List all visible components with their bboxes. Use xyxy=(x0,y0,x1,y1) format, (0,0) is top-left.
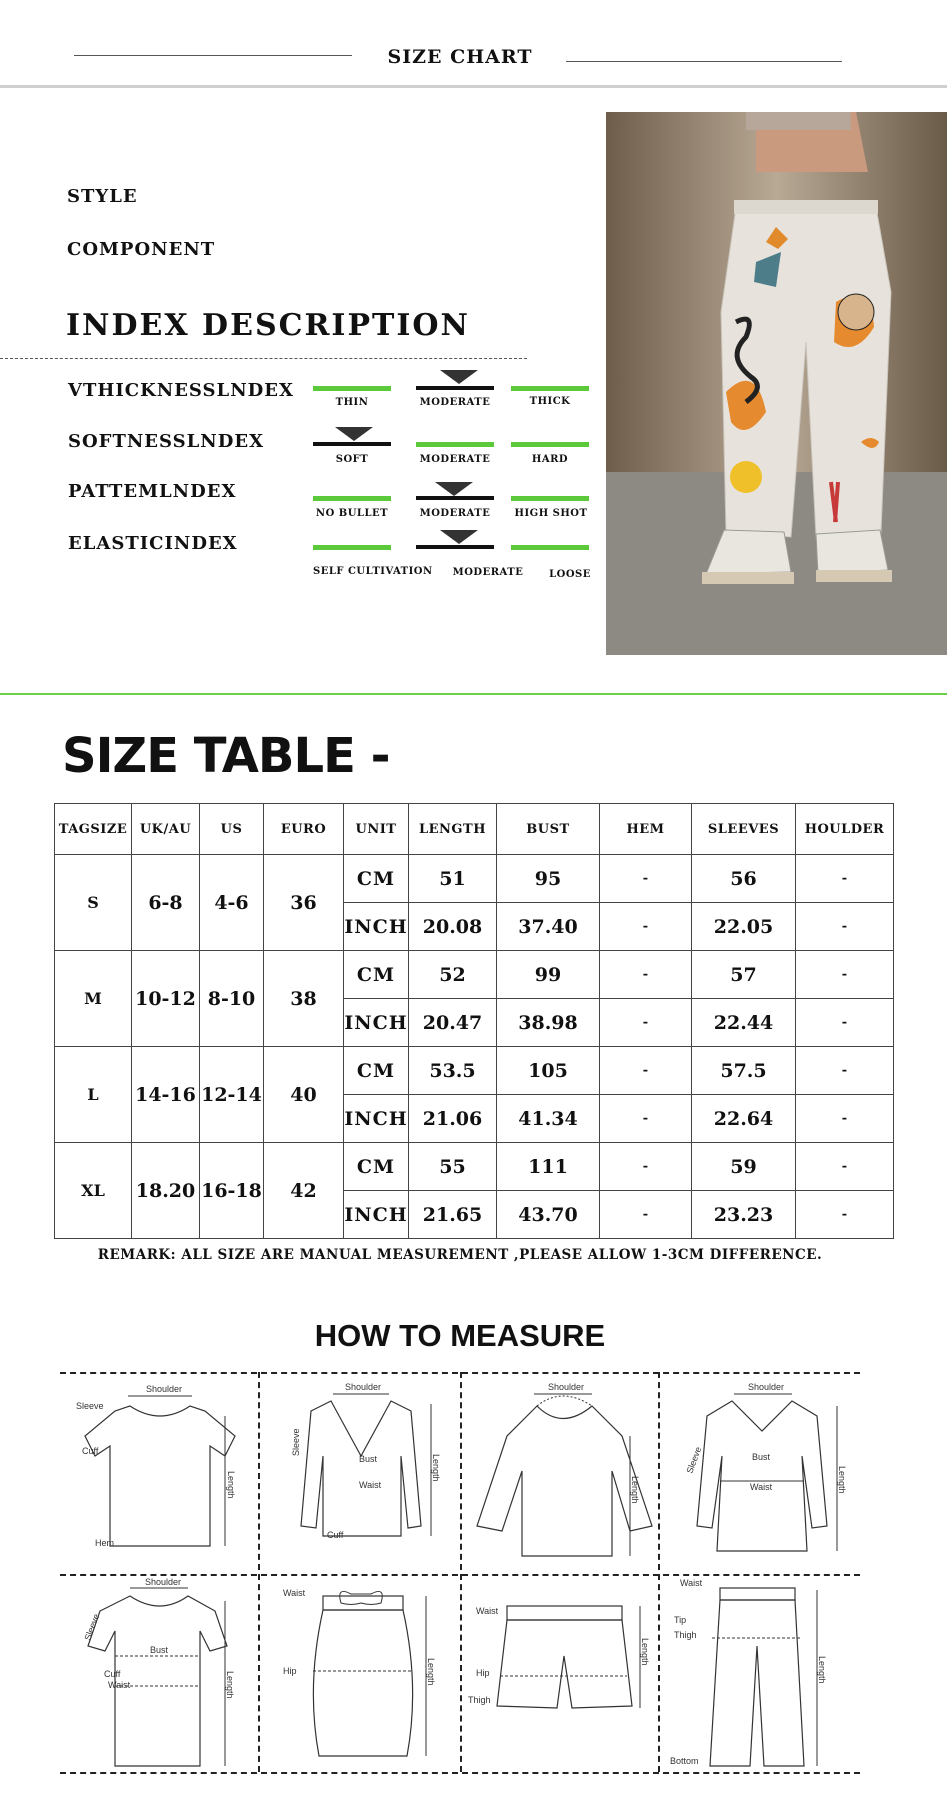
shoulder-label: Shoulder xyxy=(345,1382,382,1392)
length-label: Length xyxy=(640,1638,650,1666)
length-cell: 55 xyxy=(409,1143,497,1191)
trench-coat-diagram xyxy=(662,1376,860,1574)
bust-cell: 105 xyxy=(497,1047,600,1095)
length-label: Length xyxy=(817,1656,827,1684)
sleeves-cell: 23.23 xyxy=(692,1191,796,1239)
pants-diagram xyxy=(662,1576,860,1774)
hem-label: Hem xyxy=(95,1538,115,1548)
header-line-right xyxy=(566,61,842,62)
waist-label: Waist xyxy=(359,1480,382,1490)
component-label: COMPONENT xyxy=(67,239,216,260)
header-euro: EURO xyxy=(264,804,344,855)
hip-label: Hip xyxy=(283,1666,297,1676)
elastic-indicator-icon xyxy=(440,530,478,544)
thickness-option-thick: THICK xyxy=(529,396,571,407)
size-cell: M xyxy=(55,951,132,1047)
bust-label: Bust xyxy=(359,1454,378,1464)
header-bust: BUST xyxy=(497,804,600,855)
header-hem: HEM xyxy=(600,804,692,855)
length-label: Length xyxy=(225,1671,235,1699)
unit-cell: CM xyxy=(344,951,409,999)
thigh-label: Thigh xyxy=(674,1630,697,1640)
unit-cell: INCH xyxy=(344,903,409,951)
thickness-index-label: VTHICKNESSLNDEX xyxy=(68,380,294,401)
shoulder-label: Shoulder xyxy=(145,1577,182,1587)
sleeve-label: Sleeve xyxy=(291,1428,301,1456)
shoulder-label: Shoulder xyxy=(548,1382,585,1392)
shoulder-cell: - xyxy=(796,903,894,951)
style-label: STYLE xyxy=(67,186,138,207)
measurement-remark: REMARK: ALL SIZE ARE MANUAL MEASUREMENT ,PLEASE ALLOW 1-3CM DIFFERENCE. xyxy=(97,1247,823,1263)
size-cell: S xyxy=(55,855,132,951)
header-us: US xyxy=(200,804,264,855)
unit-cell: INCH xyxy=(344,1095,409,1143)
index-divider xyxy=(0,358,527,359)
softness-option-hard: HARD xyxy=(531,454,569,465)
cuff-label: Cuff xyxy=(104,1669,121,1679)
waist-label: Waist xyxy=(750,1482,773,1492)
hem-cell: - xyxy=(600,1047,692,1095)
elastic-option-moderate: MODERATE xyxy=(452,567,524,578)
softness-soft-bar xyxy=(313,442,391,446)
thickness-option-thin: THIN xyxy=(335,397,369,408)
shoulder-cell: - xyxy=(796,1143,894,1191)
us-cell: 4-6 xyxy=(200,855,264,951)
table-header-row xyxy=(55,804,894,855)
length-cell: 53.5 xyxy=(409,1047,497,1095)
length-label: Length xyxy=(630,1476,640,1504)
size-table xyxy=(54,803,894,1239)
sleeve-label: Sleeve xyxy=(82,1612,102,1642)
thigh-label: Thigh xyxy=(468,1695,491,1705)
hem-cell: - xyxy=(600,951,692,999)
blazer-diagram xyxy=(261,1376,459,1574)
header-unit: UNIT xyxy=(344,804,409,855)
hem-cell: - xyxy=(600,1095,692,1143)
length-cell: 52 xyxy=(409,951,497,999)
shoulder-cell: - xyxy=(796,1191,894,1239)
coat-diagram xyxy=(462,1376,660,1574)
header-sleeves: SLEEVES xyxy=(692,804,796,855)
thickness-moderate-bar xyxy=(416,386,494,390)
softness-indicator-icon xyxy=(335,427,373,441)
length-label: Length xyxy=(431,1454,441,1482)
sleeves-cell: 57 xyxy=(692,951,796,999)
softness-option-soft: SOFT xyxy=(335,454,369,465)
elastic-loose-bar xyxy=(511,545,589,550)
euro-cell: 38 xyxy=(264,951,344,1047)
length-cell: 51 xyxy=(409,855,497,903)
us-cell: 8-10 xyxy=(200,951,264,1047)
thickness-indicator-icon xyxy=(440,370,478,384)
size-table-title: SIZE TABLE - xyxy=(62,728,390,784)
shoulder-cell: - xyxy=(796,1047,894,1095)
length-cell: 20.08 xyxy=(409,903,497,951)
shoulder-cell: - xyxy=(796,951,894,999)
unit-cell: INCH xyxy=(344,1191,409,1239)
cuff-label: Cuff xyxy=(82,1446,99,1456)
us-cell: 16-18 xyxy=(200,1143,264,1239)
bottom-label: Bottom xyxy=(670,1756,699,1766)
product-photo-illustration xyxy=(606,112,947,655)
tshirt-diagram xyxy=(60,1376,258,1574)
elastic-index-label: ELASTICINDEX xyxy=(68,533,238,554)
dress-diagram xyxy=(60,1576,258,1774)
softness-moderate-bar xyxy=(416,442,494,447)
thickness-thin-bar xyxy=(313,386,391,391)
sleeve-label: Sleeve xyxy=(76,1401,104,1411)
uk-cell: 10-12 xyxy=(132,951,200,1047)
length-label: Length xyxy=(226,1471,236,1499)
shoulder-label: Shoulder xyxy=(146,1384,183,1394)
bust-cell: 41.34 xyxy=(497,1095,600,1143)
unit-cell: CM xyxy=(344,1143,409,1191)
table-row xyxy=(55,855,894,903)
uk-cell: 6-8 xyxy=(132,855,200,951)
sleeves-cell: 57.5 xyxy=(692,1047,796,1095)
thickness-thick-bar xyxy=(511,386,589,391)
product-photo xyxy=(606,112,947,655)
sleeve-label: Sleeve xyxy=(684,1445,704,1475)
bust-cell: 37.40 xyxy=(497,903,600,951)
uk-cell: 14-16 xyxy=(132,1047,200,1143)
bust-cell: 99 xyxy=(497,951,600,999)
euro-cell: 40 xyxy=(264,1047,344,1143)
pattern-index-label: PATTEMLNDEX xyxy=(68,481,237,502)
sleeves-cell: 22.44 xyxy=(692,999,796,1047)
softness-hard-bar xyxy=(511,442,589,447)
table-row xyxy=(55,1047,894,1095)
shorts-diagram xyxy=(462,1576,660,1774)
unit-cell: INCH xyxy=(344,999,409,1047)
header-divider xyxy=(0,85,947,88)
sleeves-cell: 56 xyxy=(692,855,796,903)
elastic-self-cultivation-bar xyxy=(313,545,391,550)
section-divider-green xyxy=(0,693,947,695)
pattern-no-bullet-bar xyxy=(313,496,391,501)
pattern-option-no-bullet: NO BULLET xyxy=(315,508,389,519)
header-tagsize: TAGSIZE xyxy=(55,804,132,855)
euro-cell: 36 xyxy=(264,855,344,951)
header-uk-au: UK/AU xyxy=(132,804,200,855)
euro-cell: 42 xyxy=(264,1143,344,1239)
page-title: SIZE CHART xyxy=(387,46,533,68)
pattern-option-moderate: MODERATE xyxy=(419,508,491,519)
sleeves-cell: 22.05 xyxy=(692,903,796,951)
pattern-moderate-bar xyxy=(416,496,494,500)
unit-cell: CM xyxy=(344,855,409,903)
hem-cell: - xyxy=(600,1143,692,1191)
length-label: Length xyxy=(837,1466,847,1494)
table-row xyxy=(55,1143,894,1191)
size-cell: XL xyxy=(55,1143,132,1239)
waist-label: Waist xyxy=(476,1606,499,1616)
elastic-option-loose: LOOSE xyxy=(549,569,591,580)
sleeves-cell: 22.64 xyxy=(692,1095,796,1143)
table-row xyxy=(55,951,894,999)
hem-cell: - xyxy=(600,1191,692,1239)
pattern-high-shot-bar xyxy=(511,496,589,501)
cuff-label: Cuff xyxy=(327,1530,344,1540)
hem-cell: - xyxy=(600,903,692,951)
hem-cell: - xyxy=(600,999,692,1047)
header-length: LENGTH xyxy=(409,804,497,855)
bust-cell: 38.98 xyxy=(497,999,600,1047)
index-description-title: INDEX DESCRIPTION xyxy=(66,308,470,343)
hem-cell: - xyxy=(600,855,692,903)
waist-label: Waist xyxy=(283,1588,306,1598)
header-shoulder: HOULDER xyxy=(796,804,894,855)
size-cell: L xyxy=(55,1047,132,1143)
unit-cell: CM xyxy=(344,1047,409,1095)
length-cell: 20.47 xyxy=(409,999,497,1047)
shoulder-cell: - xyxy=(796,999,894,1047)
bust-cell: 95 xyxy=(497,855,600,903)
bust-label: Bust xyxy=(150,1645,169,1655)
waist-label: Waist xyxy=(680,1578,703,1588)
hip-label: Hip xyxy=(476,1668,490,1678)
grid-line xyxy=(258,1372,260,1772)
length-label: Length xyxy=(426,1658,436,1686)
softness-index-label: SOFTNESSLNDEX xyxy=(68,431,265,452)
tip-label: Tip xyxy=(674,1615,687,1625)
pattern-option-high-shot: HIGH SHOT xyxy=(514,508,588,519)
bust-cell: 43.70 xyxy=(497,1191,600,1239)
elastic-option-self-cultivation: SELF CULTIVATION xyxy=(313,566,433,577)
shoulder-cell: - xyxy=(796,855,894,903)
pattern-indicator-icon xyxy=(435,482,473,496)
elastic-moderate-bar xyxy=(416,545,494,549)
shoulder-cell: - xyxy=(796,1095,894,1143)
skirt-diagram xyxy=(261,1576,459,1774)
waist-label: Waist xyxy=(108,1680,131,1690)
length-cell: 21.06 xyxy=(409,1095,497,1143)
us-cell: 12-14 xyxy=(200,1047,264,1143)
sleeves-cell: 59 xyxy=(692,1143,796,1191)
softness-option-moderate: MODERATE xyxy=(419,454,491,465)
bust-cell: 111 xyxy=(497,1143,600,1191)
measure-diagram-grid xyxy=(60,1372,860,1772)
length-cell: 21.65 xyxy=(409,1191,497,1239)
thickness-option-moderate: MODERATE xyxy=(419,397,491,408)
uk-cell: 18.20 xyxy=(132,1143,200,1239)
shoulder-label: Shoulder xyxy=(748,1382,785,1392)
bust-label: Bust xyxy=(752,1452,771,1462)
how-to-measure-title: HOW TO MEASURE xyxy=(314,1318,606,1353)
